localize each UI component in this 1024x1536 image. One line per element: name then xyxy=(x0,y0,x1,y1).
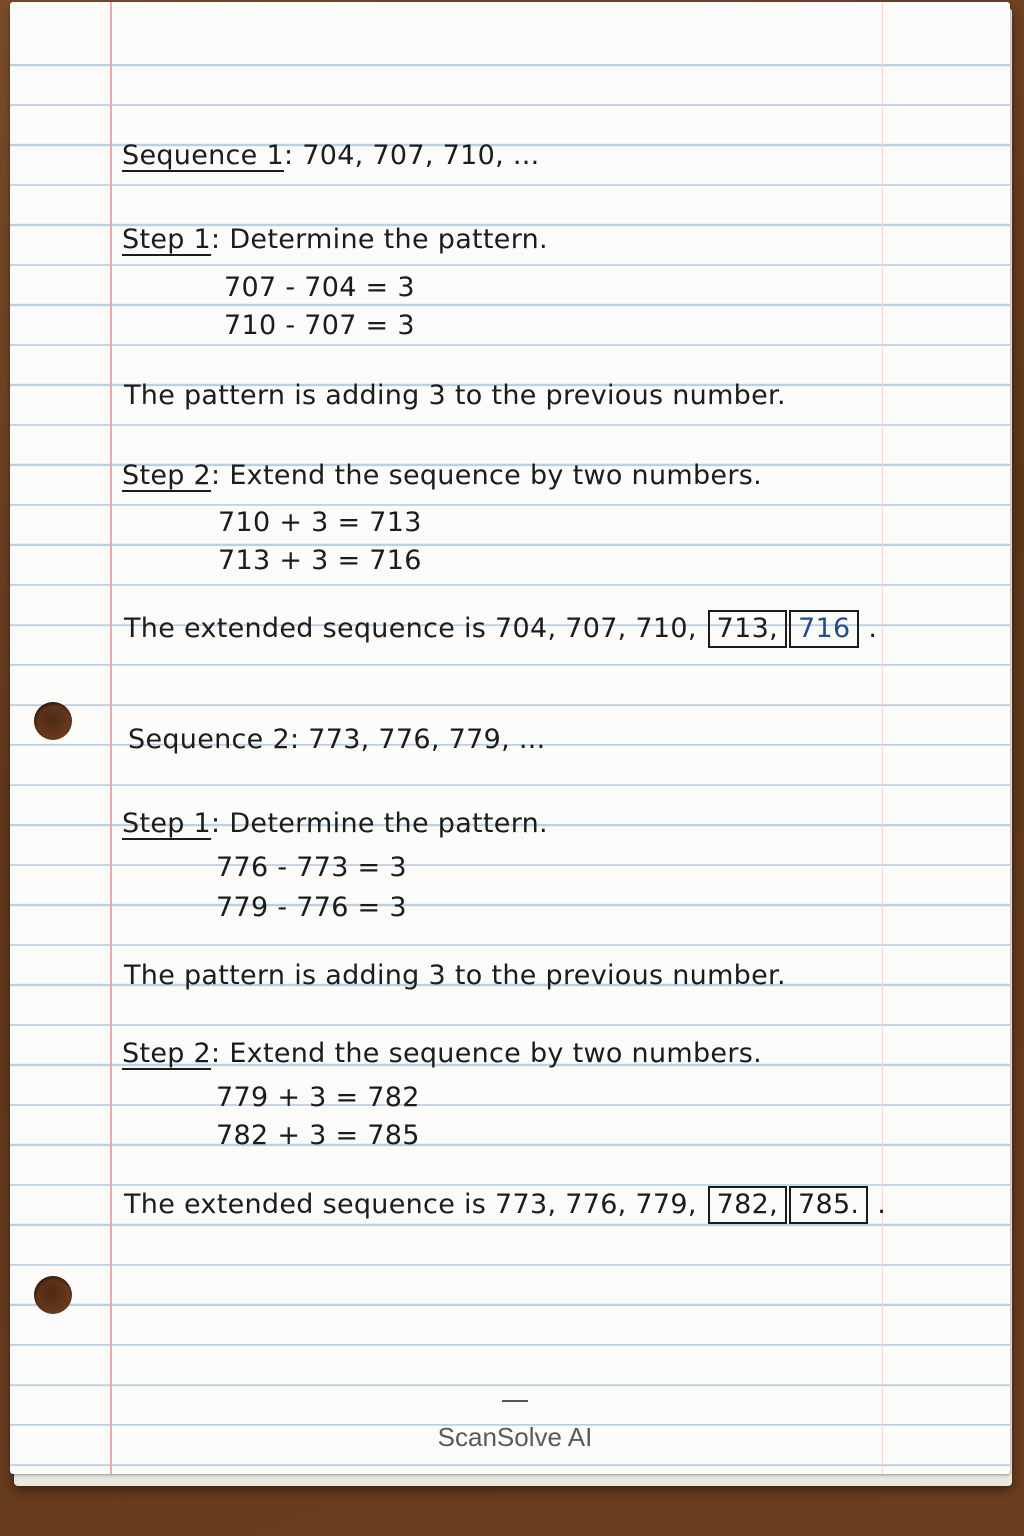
step-text: : Extend the sequence by two numbers. xyxy=(211,1038,762,1069)
sequence-2-heading xyxy=(128,724,545,755)
boxed-answer: 782, xyxy=(708,1186,787,1224)
footer-divider xyxy=(502,1400,528,1402)
seq2-difference-2: 779 - 776 = 3 xyxy=(216,892,407,923)
step-text: : Determine the pattern. xyxy=(211,224,548,255)
seq2-step2-heading xyxy=(122,1038,762,1069)
seq2-result xyxy=(124,1186,886,1224)
seq1-step2-heading xyxy=(122,460,762,491)
step-label: Step 1 xyxy=(122,224,212,255)
step-text: : Extend the sequence by two numbers. xyxy=(211,460,762,491)
boxed-answer: 785. xyxy=(789,1186,868,1224)
seq1-pattern-statement: The pattern is adding 3 to the previous number. xyxy=(124,380,786,411)
seq2-extension-2: 782 + 3 = 785 xyxy=(216,1120,420,1151)
seq2-extension-1: 779 + 3 = 782 xyxy=(216,1082,420,1113)
right-margin-line xyxy=(882,2,883,1474)
step-label: Step 1 xyxy=(122,808,212,839)
seq1-difference-1: 707 - 704 = 3 xyxy=(224,272,415,303)
step-label: Step 2 xyxy=(122,460,212,491)
notebook-page xyxy=(10,2,1010,1474)
seq1-extension-1: 710 + 3 = 713 xyxy=(218,507,422,538)
margin-line xyxy=(110,2,112,1474)
seq1-difference-2: 710 - 707 = 3 xyxy=(224,310,415,341)
punch-hole-icon xyxy=(34,702,72,740)
seq1-step1-heading xyxy=(122,224,548,255)
result-text: The extended sequence is 773, 776, 779, xyxy=(124,1189,697,1220)
sequence-2-terms: : 773, 776, 779, ... xyxy=(289,724,546,755)
result-text: The extended sequence is 704, 707, 710, xyxy=(124,613,697,644)
step-text: : Determine the pattern. xyxy=(211,808,548,839)
punch-hole-icon xyxy=(34,1276,72,1314)
sequence-1-terms: : 704, 707, 710, ... xyxy=(283,140,540,171)
brand-watermark: ScanSolve AI xyxy=(437,1422,593,1452)
seq2-step1-heading xyxy=(122,808,548,839)
sequence-1-heading xyxy=(122,140,539,171)
sequence-1-label: Sequence 1 xyxy=(122,140,284,171)
boxed-answer: 713, xyxy=(708,610,787,648)
seq1-result xyxy=(124,610,877,648)
result-period: . xyxy=(877,1189,887,1220)
result-period: . xyxy=(868,613,878,644)
seq2-difference-1: 776 - 773 = 3 xyxy=(216,852,407,883)
sequence-2-label: Sequence 2 xyxy=(128,724,290,755)
boxed-answer: 716 xyxy=(789,610,859,648)
step-label: Step 2 xyxy=(122,1038,212,1069)
seq2-pattern-statement: The pattern is adding 3 to the previous number. xyxy=(124,960,786,991)
seq1-extension-2: 713 + 3 = 716 xyxy=(218,545,422,576)
